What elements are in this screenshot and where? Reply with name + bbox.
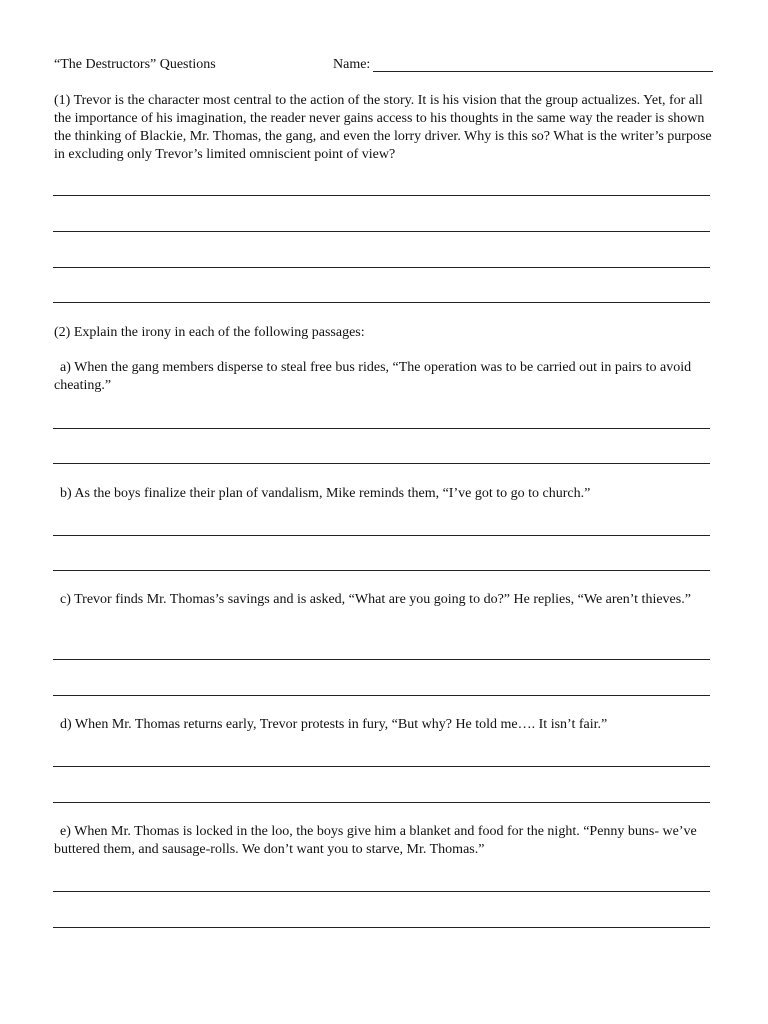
question-2-intro: (2) Explain the irony in each of the following passages: [54,325,365,340]
worksheet-title: “The Destructors” Questions [54,57,216,72]
name-field[interactable] [333,56,713,74]
answer-line[interactable] [53,267,710,268]
answer-line[interactable] [53,891,710,892]
name-label: Name: [333,57,371,72]
question-2d: d) When Mr. Thomas returns early, Trevor protests in fury, “But why? He told me…. It isn’t fair.” [60,717,608,732]
name-line[interactable] [373,71,713,72]
answer-line[interactable] [53,802,710,803]
question-2c: c) Trevor finds Mr. Thomas’s savings and is asked, “What are you going to do?” He replies, “We aren’t thieves.” [60,592,691,607]
answer-line[interactable] [53,195,710,196]
question-1: (1) Trevor is the character most central to the action of the story. It is his vision that the group actualizes. Yet, for all the importance of his imagination, the reader never gains access to his thoughts in the same way the reader is shown the thinking of Blackie, Mr. Thomas, the gang, and even the lorry driver. Why is this so? What is the writer’s purpose in excluding only Trevor’s limited omniscient point of view? [54,93,712,162]
answer-line[interactable] [53,463,710,464]
answer-line[interactable] [53,570,710,571]
answer-line[interactable] [53,535,710,536]
answer-line[interactable] [53,659,710,660]
answer-line[interactable] [53,428,710,429]
answer-line[interactable] [53,695,710,696]
question-2b: b) As the boys finalize their plan of vandalism, Mike reminds them, “I’ve got to go to church.” [60,486,591,501]
answer-line[interactable] [53,302,710,303]
question-2a: a) When the gang members disperse to steal free bus rides, “The operation was to be carried out in pairs to avoid cheating.” [54,360,692,393]
answer-line[interactable] [53,927,710,928]
answer-line[interactable] [53,231,710,232]
answer-line[interactable] [53,766,710,767]
question-2e: e) When Mr. Thomas is locked in the loo, the boys give him a blanket and food for the night. “Penny buns- we’ve buttered them, and sausage-rolls. We don’t want you to starve, Mr. Thomas.” [54,824,697,857]
